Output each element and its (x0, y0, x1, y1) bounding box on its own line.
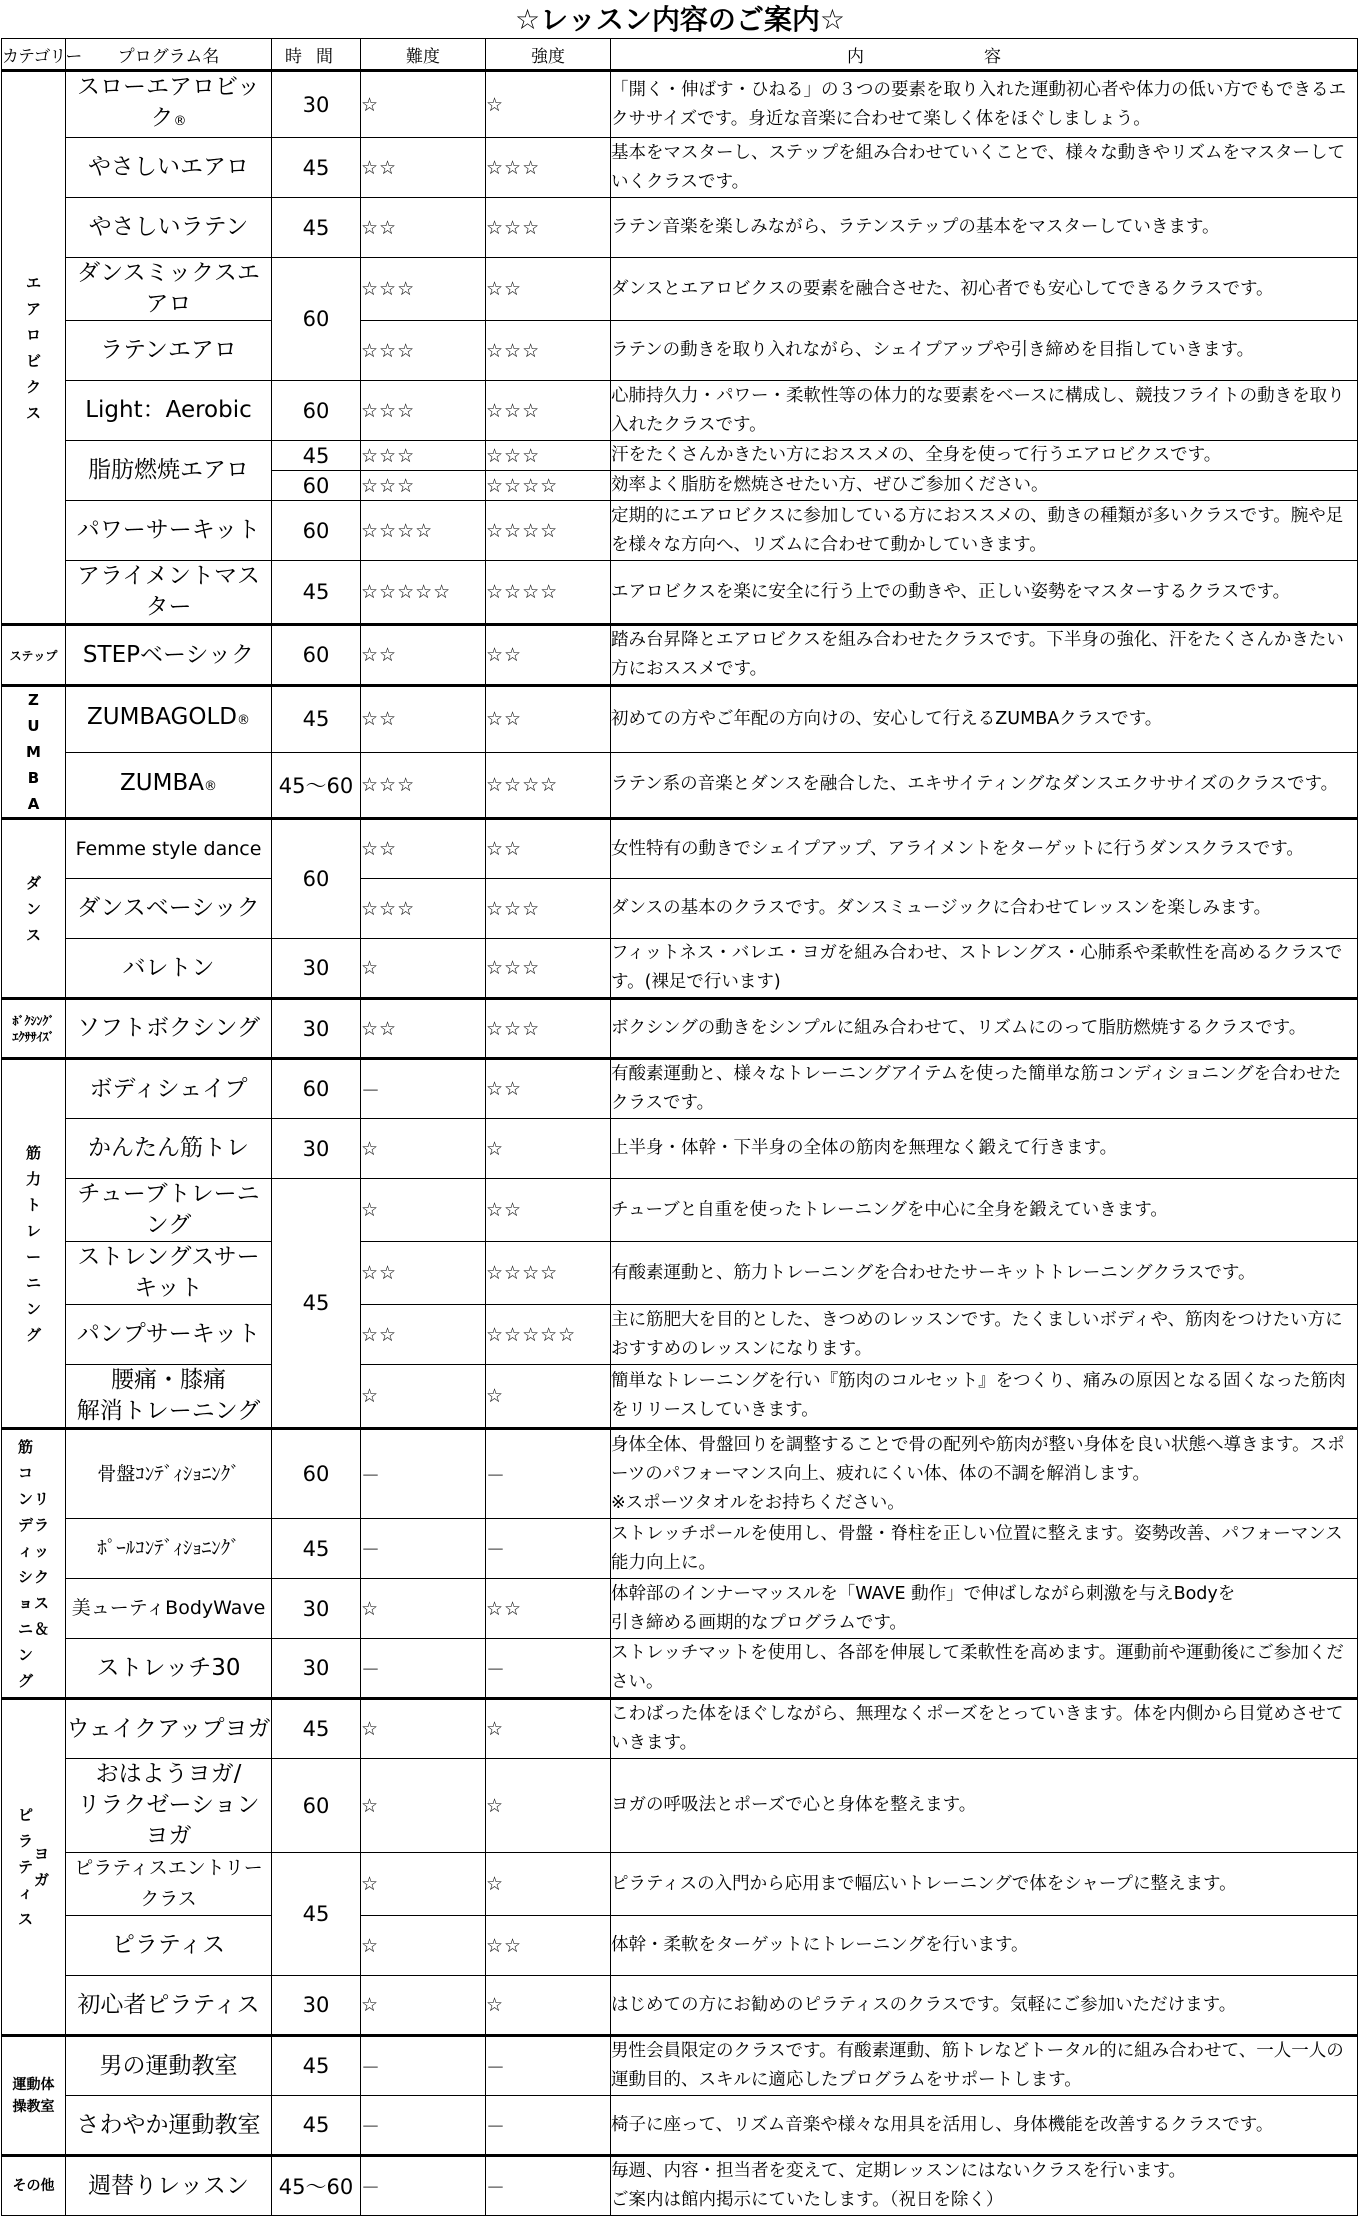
program-difficulty: ☆ (361, 1699, 486, 1759)
program-name: ソフトボクシング (66, 999, 272, 1059)
table-row (2, 2156, 1358, 2216)
table-row (2, 1853, 1358, 1916)
table-row (2, 138, 1358, 198)
program-intensity: ☆ (486, 1759, 611, 1853)
program-intensity: ☆☆☆☆☆ (486, 1305, 611, 1365)
program-intensity: ☆☆ (486, 1579, 611, 1639)
program-difficulty: ☆☆ (361, 1305, 486, 1365)
program-description: ダンスとエアロビクスの要素を融合させた、初心者でも安心してできるクラスです。 (611, 258, 1358, 321)
category-pilates-yoga: ピラティス ヨガ (2, 1699, 66, 2036)
program-difficulty: － (361, 2036, 486, 2096)
header-difficulty: 難度 (361, 39, 486, 71)
program-name: ダンスミックスエアロ (66, 258, 272, 321)
program-difficulty: ☆☆☆ (361, 441, 486, 471)
program-time: 60 (272, 471, 361, 501)
program-description: ストレッチマットを使用し、各部を伸展して柔軟性を高めます。運動前や運動後にご参加ください。 (611, 1639, 1358, 1699)
program-intensity: ☆☆☆ (486, 939, 611, 999)
program-name: パワーサーキット (66, 501, 272, 561)
program-difficulty: ☆ (361, 1119, 486, 1179)
lesson-table (1, 38, 1358, 2216)
program-difficulty: ☆☆ (361, 999, 486, 1059)
program-difficulty: ☆☆ (361, 1242, 486, 1305)
program-description: ダンスの基本のクラスです。ダンスミュージックに合わせてレッスンを楽しみます。 (611, 879, 1358, 939)
program-intensity: － (486, 1519, 611, 1579)
header-content: 内容 (611, 39, 1358, 71)
table-row (2, 1519, 1358, 1579)
program-difficulty: ☆☆☆☆ (361, 501, 486, 561)
program-difficulty: － (361, 1059, 486, 1119)
program-description: 女性特有の動きでシェイプアップ、アライメントをターゲットに行うダンスクラスです。 (611, 819, 1358, 879)
program-time: 45 (272, 198, 361, 258)
program-difficulty: ☆☆☆ (361, 471, 486, 501)
table-row (2, 71, 1358, 138)
table-row (2, 939, 1358, 999)
program-intensity: － (486, 1429, 611, 1519)
program-difficulty: ☆☆ (361, 819, 486, 879)
program-time: 60 (272, 1429, 361, 1519)
program-difficulty: ☆ (361, 939, 486, 999)
program-name: さわやか運動教室 (66, 2096, 272, 2156)
header-intensity: 強度 (486, 39, 611, 71)
program-description: 椅子に座って、リズム音楽や様々な用具を活用し、身体機能を改善するクラスです。 (611, 2096, 1358, 2156)
table-row (2, 999, 1358, 1059)
program-difficulty: ☆☆☆ (361, 879, 486, 939)
program-description: 身体全体、骨盤回りを調整することで骨の配列や筋肉が整い身体を良い状態へ導きます。スポーツのパフォーマンス向上、疲れにくい体、体の不調を解消します。 ※スポーツタオルをお持ちください。 (611, 1429, 1358, 1519)
program-intensity: ☆☆☆ (486, 381, 611, 441)
program-time: 45 (272, 441, 361, 471)
program-intensity: ☆☆ (486, 1179, 611, 1242)
program-name: ﾎﾟｰﾙｺﾝﾃﾞｨｼｮﾆﾝｸﾞ (66, 1519, 272, 1579)
program-description: 踏み台昇降とエアロビクスを組み合わせたクラスです。下半身の強化、汗をたくさんかきたい方におススメです。 (611, 625, 1358, 686)
program-name: アライメントマスター (66, 561, 272, 625)
program-name: STEPベーシック (66, 625, 272, 686)
program-name: Light：Aerobic (66, 381, 272, 441)
program-intensity: ☆ (486, 71, 611, 138)
program-time: 45 (272, 1179, 361, 1429)
program-description: 心肺持久力・パワー・柔軟性等の体力的な要素をベースに構成し、競技フライトの動きを取り入れたクラスです。 (611, 381, 1358, 441)
table-row (2, 1305, 1358, 1365)
program-time: 30 (272, 1976, 361, 2036)
program-name: 男の運動教室 (66, 2036, 272, 2096)
program-name: ZUMBA® (66, 752, 272, 819)
program-description: ヨガの呼吸法とポーズで心と身体を整えます。 (611, 1759, 1358, 1853)
program-intensity: ☆☆☆☆ (486, 501, 611, 561)
program-description: エアロビクスを楽に安全に行う上での動きや、正しい姿勢をマスターするクラスです。 (611, 561, 1358, 625)
program-intensity: ☆☆ (486, 258, 611, 321)
program-description: 基本をマスターし、ステップを組み合わせていくことで、様々な動きやリズムをマスターしていくクラスです。 (611, 138, 1358, 198)
program-difficulty: ☆ (361, 1976, 486, 2036)
program-description: ストレッチポールを使用し、骨盤・脊柱を正しい位置に整えます。姿勢改善、パフォーマンス能力向上に。 (611, 1519, 1358, 1579)
program-intensity: ☆☆ (486, 686, 611, 753)
program-name: ダンスベーシック (66, 879, 272, 939)
program-name: かんたん筋トレ (66, 1119, 272, 1179)
program-intensity: ☆ (486, 1365, 611, 1429)
table-row (2, 1179, 1358, 1242)
program-name: ウェイクアップヨガ (66, 1699, 272, 1759)
program-description: ボクシングの動きをシンプルに組み合わせて、リズムにのって脂肪燃焼するクラスです。 (611, 999, 1358, 1059)
table-row (2, 1699, 1358, 1759)
program-difficulty: ☆ (361, 1916, 486, 1976)
program-difficulty: ☆☆ (361, 625, 486, 686)
program-description: 体幹部のインナーマッスルを「WAVE 動作」で伸ばしながら刺激を与えBodyを 引き締める画期的なプログラムです。 (611, 1579, 1358, 1639)
table-row (2, 561, 1358, 625)
program-description: 毎週、内容・担当者を変えて、定期レッスンにはないクラスを行います。 ご案内は館内掲示にていたします。（祝日を除く） (611, 2156, 1358, 2216)
program-time: 45 (272, 138, 361, 198)
program-name: チューブトレーニング (66, 1179, 272, 1242)
program-name: ストレッチ30 (66, 1639, 272, 1699)
table-row (2, 1916, 1358, 1976)
table-row (2, 1242, 1358, 1305)
program-intensity: ☆☆☆ (486, 441, 611, 471)
header-category: カテゴリー (2, 39, 66, 71)
program-intensity: ☆☆ (486, 1059, 611, 1119)
program-name: ラテンエアロ (66, 321, 272, 381)
category-conditioning-relax: 筋コンディショニング リラックス＆ (2, 1429, 66, 1699)
program-difficulty: ☆☆ (361, 686, 486, 753)
program-name: ボディシェイプ (66, 1059, 272, 1119)
program-intensity: ☆☆☆☆ (486, 752, 611, 819)
program-time: 30 (272, 1119, 361, 1179)
table-row (2, 752, 1358, 819)
category-other: その他 (2, 2156, 66, 2216)
table-row (2, 441, 1358, 471)
table-header-row (2, 39, 1358, 71)
program-time: 60 (272, 501, 361, 561)
category-boxing: ﾎﾞｸｼﾝｸﾞ ｴｸｻｻｲｽﾞ (2, 999, 66, 1059)
program-name: おはようヨガ/ リラクゼーションヨガ (66, 1759, 272, 1853)
program-description: フィットネス・バレエ・ヨガを組み合わせ、ストレングス・心肺系や柔軟性を高めるクラスです。(裸足で行います) (611, 939, 1358, 999)
program-intensity: ☆☆☆ (486, 999, 611, 1059)
program-description: 定期的にエアロビクスに参加している方におススメの、動きの種類が多いクラスです。腕や足を様々な方向へ、リズムに合わせて動かしていきます。 (611, 501, 1358, 561)
program-description: ラテン系の音楽とダンスを融合した、エキサイティングなダンスエクササイズのクラスです。 (611, 752, 1358, 819)
program-time: 45 (272, 1519, 361, 1579)
program-description: ピラティスの入門から応用まで幅広いトレーニングで体をシャープに整えます。 (611, 1853, 1358, 1916)
table-row (2, 1976, 1358, 2036)
program-name: Femme style dance (66, 819, 272, 879)
program-description: 体幹・柔軟をターゲットにトレーニングを行います。 (611, 1916, 1358, 1976)
program-intensity: ☆☆☆☆ (486, 561, 611, 625)
program-time: 60 (272, 1059, 361, 1119)
program-difficulty: ☆☆ (361, 198, 486, 258)
program-description: 「開く・伸ばす・ひねる」の３つの要素を取り入れた運動初心者や体力の低い方でもできるエクササイズです。身近な音楽に合わせて楽しく体をほぐしましょう。 (611, 71, 1358, 138)
program-difficulty: ☆☆☆☆☆ (361, 561, 486, 625)
program-name: 腰痛・膝痛 解消トレーニング (66, 1365, 272, 1429)
program-time: 30 (272, 1639, 361, 1699)
program-time: 45 (272, 561, 361, 625)
program-difficulty: － (361, 1639, 486, 1699)
category-strength: 筋力トレーニング (2, 1059, 66, 1429)
program-intensity: ☆ (486, 1699, 611, 1759)
program-intensity: － (486, 1639, 611, 1699)
program-intensity: ☆☆☆ (486, 198, 611, 258)
table-row (2, 1365, 1358, 1429)
program-time: 45 (272, 686, 361, 753)
program-name: 初心者ピラティス (66, 1976, 272, 2036)
program-intensity: ☆☆☆ (486, 879, 611, 939)
program-difficulty: － (361, 1519, 486, 1579)
program-name: 週替りレッスン (66, 2156, 272, 2216)
table-row (2, 1059, 1358, 1119)
category-dance: ダンス (2, 819, 66, 999)
program-difficulty: － (361, 1429, 486, 1519)
program-intensity: ☆☆☆☆ (486, 471, 611, 501)
table-row (2, 2036, 1358, 2096)
category-aerobics: エアロビクス (2, 71, 66, 625)
program-intensity: ☆☆☆ (486, 138, 611, 198)
table-row (2, 819, 1358, 879)
program-intensity: ☆☆☆ (486, 321, 611, 381)
program-difficulty: ☆ (361, 71, 486, 138)
program-name: 美ューティBodyWave (66, 1579, 272, 1639)
program-time: 45 (272, 1853, 361, 1976)
program-difficulty: ☆ (361, 1579, 486, 1639)
program-description: 男性会員限定のクラスです。有酸素運動、筋トレなどトータル的に組み合わせて、一人一人の運動目的、スキルに適応したプログラムをサポートします。 (611, 2036, 1358, 2096)
table-row (2, 501, 1358, 561)
category-zumba: ZUMBA (2, 686, 66, 819)
program-description: 上半身・体幹・下半身の全体の筋肉を無理なく鍛えて行きます。 (611, 1119, 1358, 1179)
program-name: パンプサーキット (66, 1305, 272, 1365)
program-time: 60 (272, 381, 361, 441)
table-row (2, 1119, 1358, 1179)
program-description: ラテンの動きを取り入れながら、シェイプアップや引き締めを目指していきます。 (611, 321, 1358, 381)
program-time: 30 (272, 1579, 361, 1639)
program-difficulty: ☆ (361, 1365, 486, 1429)
program-time: 45 (272, 1699, 361, 1759)
program-intensity: － (486, 2036, 611, 2096)
table-row (2, 686, 1358, 753)
program-time: 45～60 (272, 752, 361, 819)
program-difficulty: ☆☆☆ (361, 321, 486, 381)
program-description: こわばった体をほぐしながら、無理なくポーズをとっていきます。体を内側から目覚めさせていきます。 (611, 1699, 1358, 1759)
header-time: 時間 (272, 39, 361, 71)
table-row (2, 1759, 1358, 1853)
program-difficulty: ☆☆☆ (361, 381, 486, 441)
program-name: ピラティスエントリークラス (66, 1853, 272, 1916)
program-intensity: － (486, 2156, 611, 2216)
page-title: ☆レッスン内容のご案内☆ (515, 3, 845, 36)
program-time: 60 (272, 1759, 361, 1853)
category-step: ステップ (2, 625, 66, 686)
table-row (2, 2096, 1358, 2156)
table-row (2, 321, 1358, 381)
program-description: はじめての方にお勧めのピラティスのクラスです。気軽にご参加いただけます。 (611, 1976, 1358, 2036)
program-intensity: ☆☆ (486, 625, 611, 686)
program-time: 60 (272, 819, 361, 939)
program-intensity: ☆☆☆☆ (486, 1242, 611, 1305)
program-description: 効率よく脂肪を燃焼させたい方、ぜひご参加ください。 (611, 471, 1358, 501)
program-name: やさしいラテン (66, 198, 272, 258)
program-intensity: ☆ (486, 1119, 611, 1179)
program-description: 有酸素運動と、筋力トレーニングを合わせたサーキットトレーニングクラスです。 (611, 1242, 1358, 1305)
program-time: 30 (272, 999, 361, 1059)
program-difficulty: － (361, 2096, 486, 2156)
program-name: スローエアロビック® (66, 71, 272, 138)
program-name: バレトン (66, 939, 272, 999)
program-name: 脂肪燃焼エアロ (66, 441, 272, 501)
table-row (2, 258, 1358, 321)
program-time: 45 (272, 2036, 361, 2096)
program-name: やさしいエアロ (66, 138, 272, 198)
table-row (2, 1429, 1358, 1519)
program-intensity: ☆☆ (486, 819, 611, 879)
table-row (2, 879, 1358, 939)
table-row (2, 198, 1358, 258)
program-description: 簡単なトレーニングを行い『筋肉のコルセット』をつくり、痛みの原因となる固くなった筋肉をリリースしていきます。 (611, 1365, 1358, 1429)
program-description: 主に筋肥大を目的とした、きつめのレッスンです。たくましいボディや、筋肉をつけたい方におすすめのレッスンになります。 (611, 1305, 1358, 1365)
program-difficulty: ☆☆☆ (361, 752, 486, 819)
program-difficulty: － (361, 2156, 486, 2216)
program-name: ピラティス (66, 1916, 272, 1976)
program-description: ラテン音楽を楽しみながら、ラテンステップの基本をマスターしていきます。 (611, 198, 1358, 258)
table-row (2, 381, 1358, 441)
program-intensity: ☆ (486, 1976, 611, 2036)
category-exercise-class: 運動体操教室 (2, 2036, 66, 2156)
program-intensity: ☆ (486, 1853, 611, 1916)
program-name: 骨盤ｺﾝﾃﾞｨｼｮﾆﾝｸﾞ (66, 1429, 272, 1519)
program-intensity: ☆☆ (486, 1916, 611, 1976)
program-description: 汗をたくさんかきたい方におススメの、全身を使って行うエアロビクスです。 (611, 441, 1358, 471)
program-description: 初めての方やご年配の方向けの、安心して行えるZUMBAクラスです。 (611, 686, 1358, 753)
program-intensity: － (486, 2096, 611, 2156)
header-program: プログラム名 (66, 39, 272, 71)
program-time: 30 (272, 939, 361, 999)
program-time: 45 (272, 2096, 361, 2156)
program-name: ZUMBAGOLD® (66, 686, 272, 753)
program-time: 60 (272, 625, 361, 686)
table-row (2, 1579, 1358, 1639)
program-difficulty: ☆☆☆ (361, 258, 486, 321)
program-time: 60 (272, 258, 361, 381)
program-name: ストレングスサーキット (66, 1242, 272, 1305)
program-difficulty: ☆☆ (361, 138, 486, 198)
program-time: 30 (272, 71, 361, 138)
table-row (2, 625, 1358, 686)
program-time: 45～60 (272, 2156, 361, 2216)
program-description: チューブと自重を使ったトレーニングを中心に全身を鍛えていきます。 (611, 1179, 1358, 1242)
table-row (2, 1639, 1358, 1699)
program-difficulty: ☆ (361, 1179, 486, 1242)
program-difficulty: ☆ (361, 1759, 486, 1853)
program-description: 有酸素運動と、様々なトレーニングアイテムを使った簡単な筋コンディショニングを合わせたクラスです。 (611, 1059, 1358, 1119)
program-difficulty: ☆ (361, 1853, 486, 1916)
